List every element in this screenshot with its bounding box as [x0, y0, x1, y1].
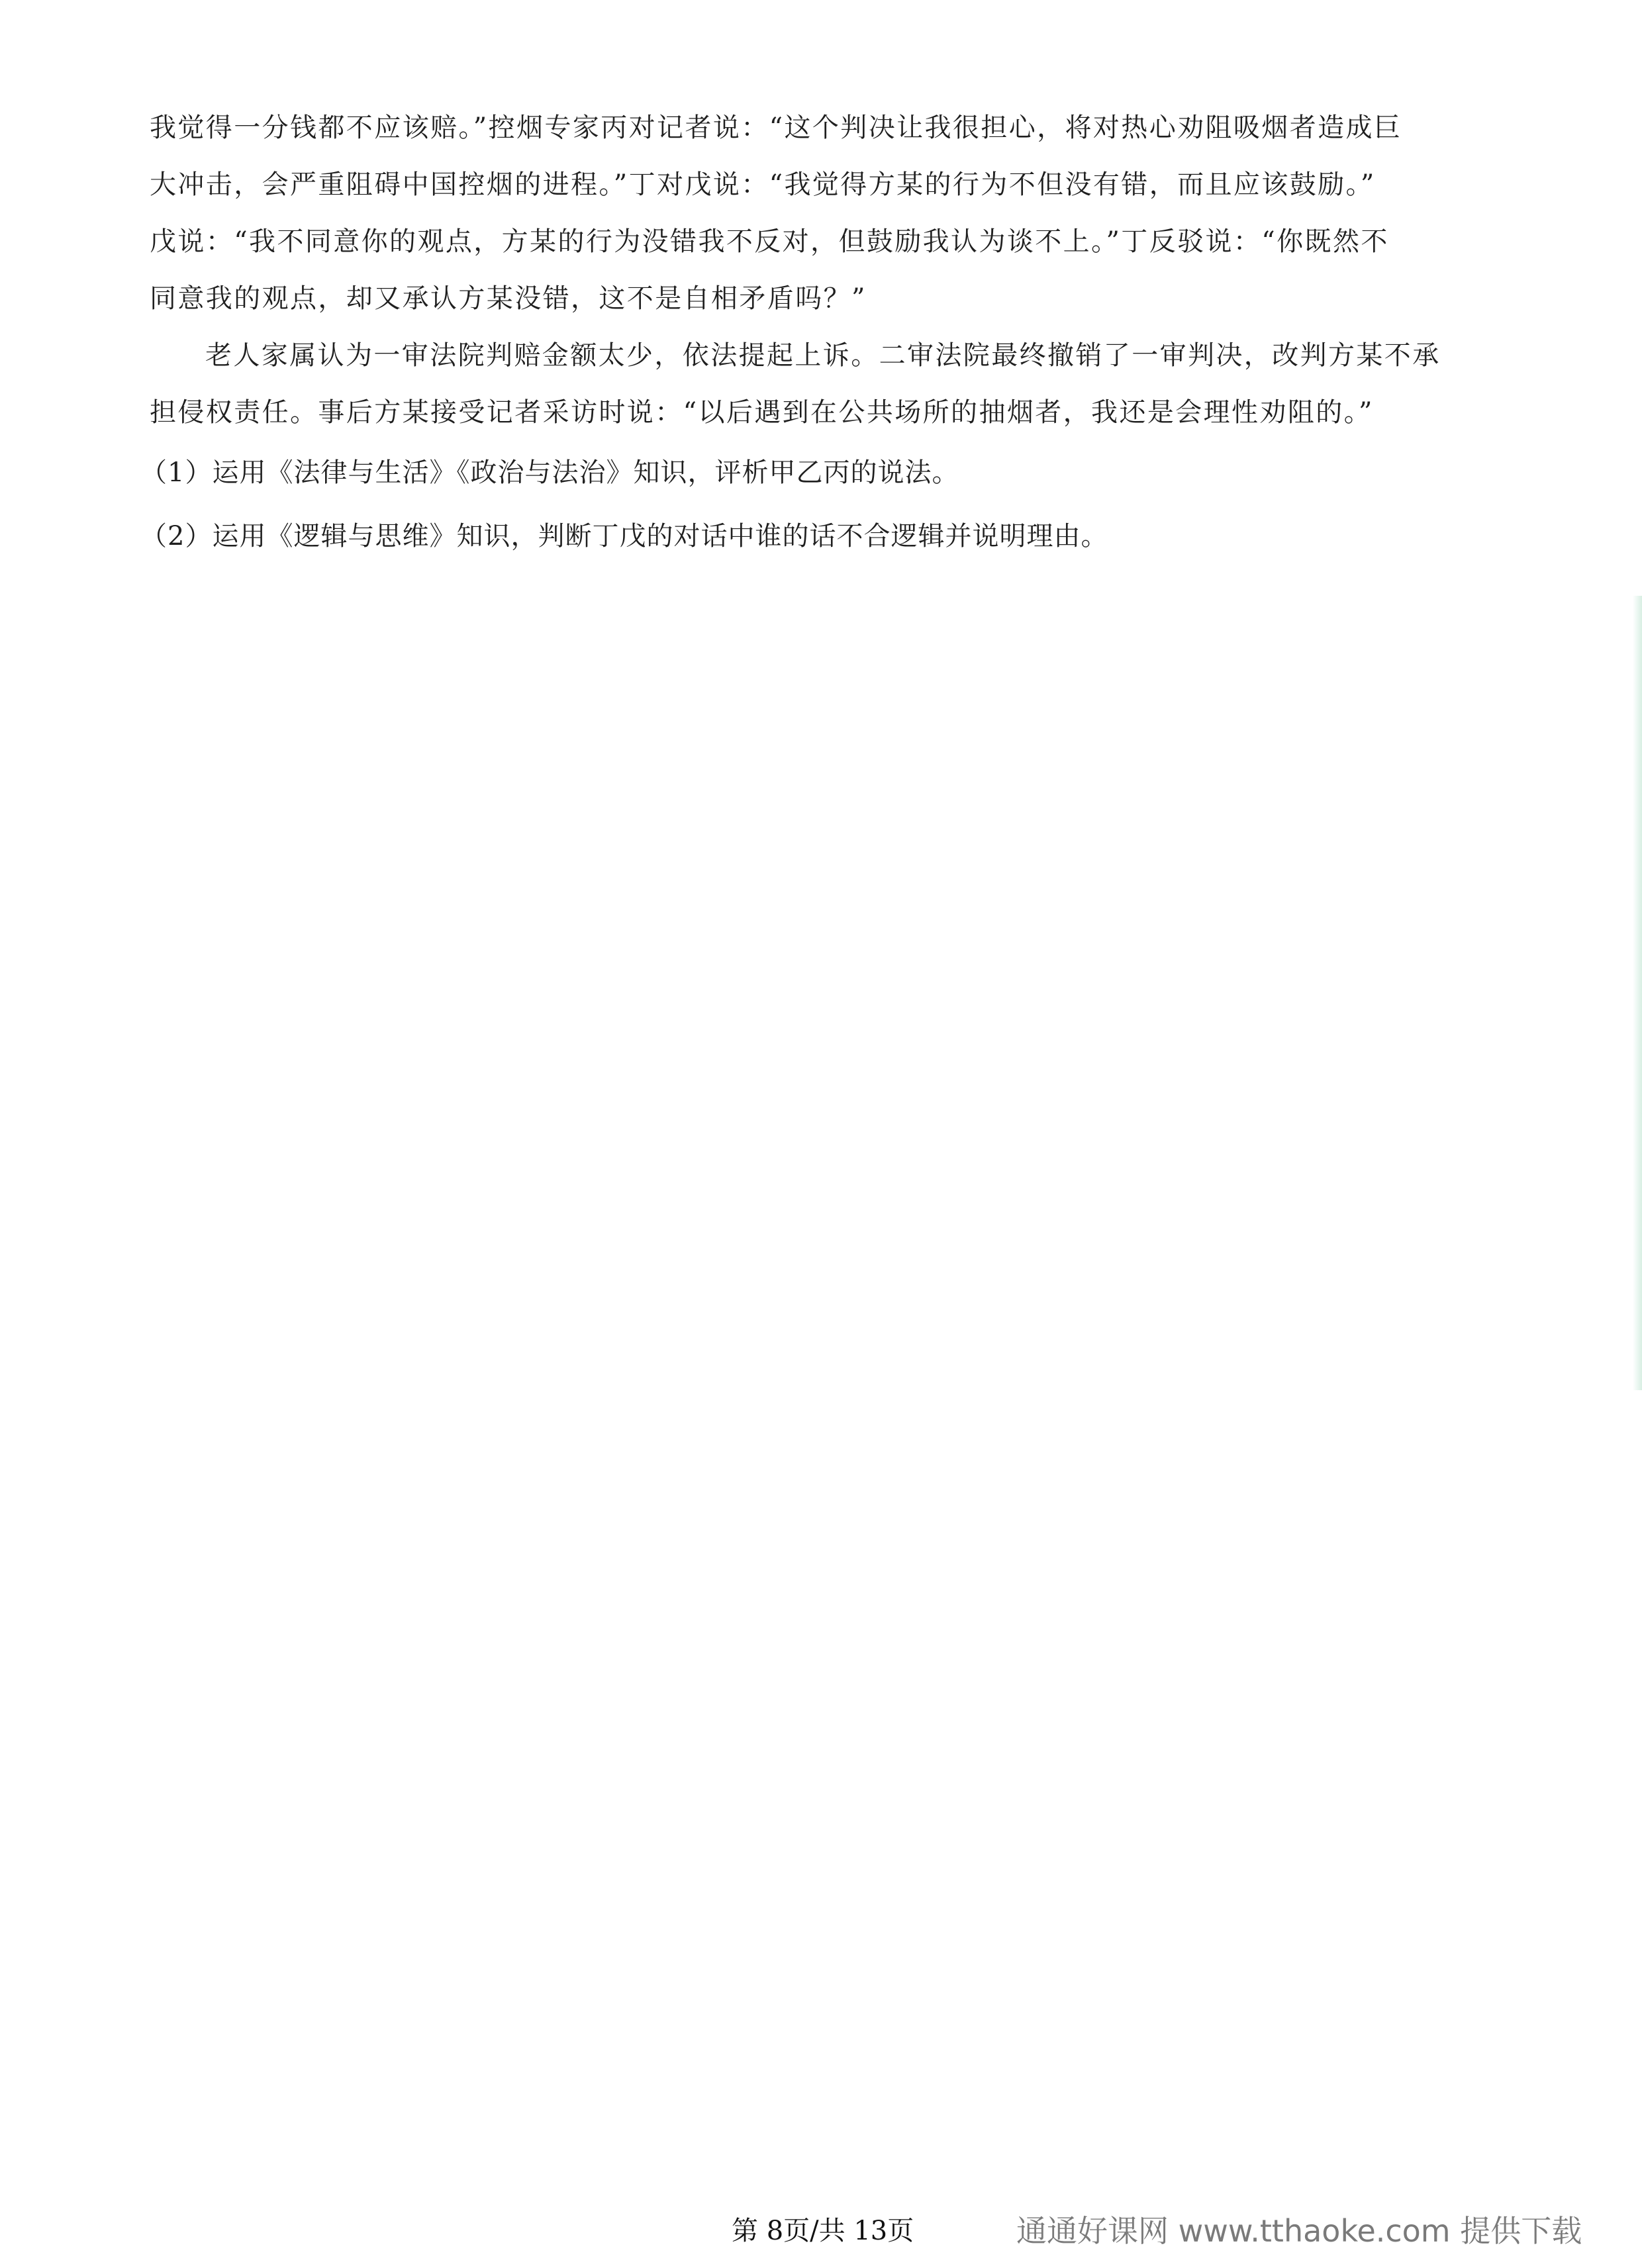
passage-line: 大冲击，会严重阻碍中国控烟的进程。”丁对戊说：“我觉得方某的行为不但没有错，而且应该鼓励。”	[150, 169, 1376, 200]
passage-line: 我觉得一分钱都不应该赔。”控烟专家丙对记者说：“这个判决让我很担心，将对热心劝阻吸烟者造成巨	[150, 113, 1402, 143]
page-footer	[0, 2211, 1642, 2251]
passage-line: 担侵权责任。事后方某接受记者采访时说：“以后遇到在公共场所的抽烟者，我还是会理性劝阻的。”	[150, 397, 1374, 428]
page-number: 第 8页/共 13页	[732, 2216, 914, 2246]
passage-line: 戊说：“我不同意你的观点，方某的行为没错我不反对，但鼓励我认为谈不上。”丁反驳说：“你既然不	[150, 226, 1389, 257]
question-1: （1）运用《法律与生活》《政治与法治》知识，评析甲乙丙的说法。	[140, 457, 959, 488]
passage-paragraph-start: 老人家属认为一审法院判赔金额太少，依法提起上诉。二审法院最终撤销了一审判决，改判方某不承	[205, 340, 1441, 371]
scan-edge-tint	[1633, 596, 1642, 1390]
question-2: （2）运用《逻辑与思维》知识，判断丁戊的对话中谁的话不合逻辑并说明理由。	[140, 521, 1108, 551]
watermark-text: 通通好课网 www.tthaoke.com 提供下载	[1016, 2213, 1582, 2249]
passage-text	[140, 99, 1507, 568]
passage-line: 同意我的观点，却又承认方某没错，这不是自相矛盾吗？”	[150, 283, 867, 314]
